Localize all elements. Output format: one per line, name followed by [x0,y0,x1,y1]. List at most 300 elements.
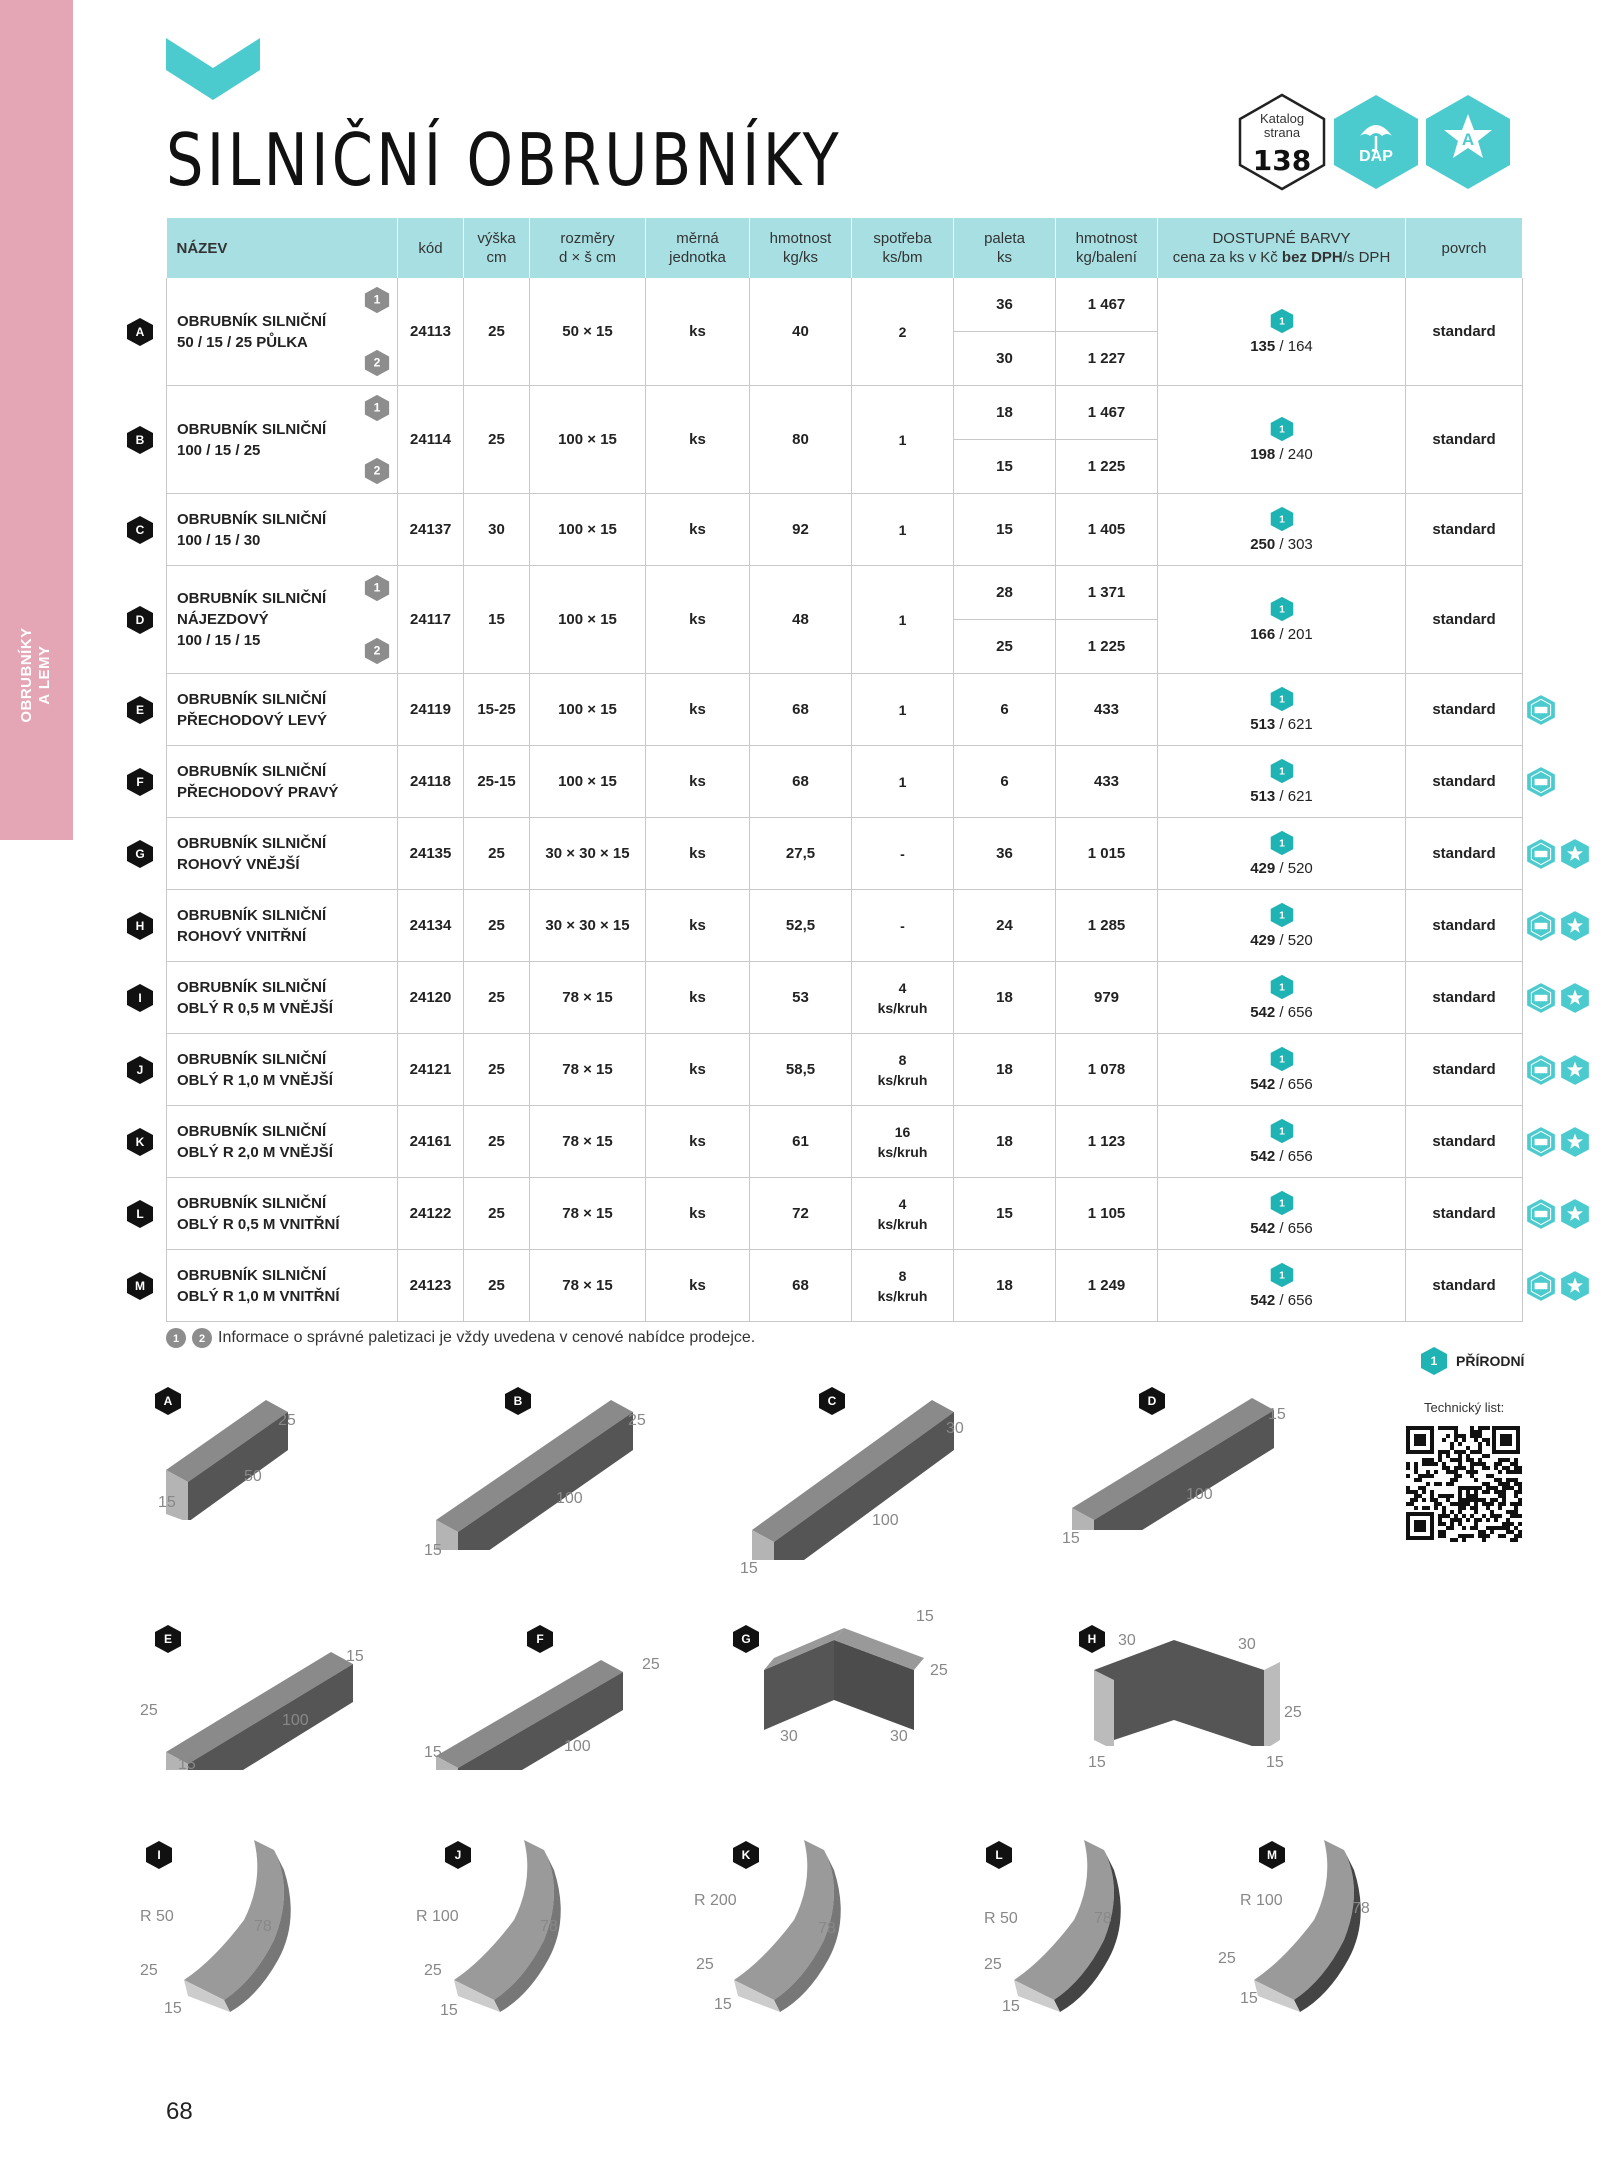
curb-drawing [1240,1836,1370,2016]
svg-text:1: 1 [373,400,381,415]
table-row [167,386,1523,440]
table-row [167,1250,1523,1322]
header-pallet: paleta ks [954,218,1056,278]
table-row [167,1106,1523,1178]
pallet-variant-icon [363,637,391,665]
dimension-label: 15 [1088,1754,1106,1771]
mold-type-icon [1526,1270,1556,1302]
row-letter-badge: L [126,1199,154,1229]
header-height: výška cm [464,218,530,278]
svg-text:2: 2 [198,1333,206,1345]
table-row [167,746,1523,818]
dimension-label: 78 [1352,1900,1370,1917]
table-header-row [167,218,1523,278]
price-cell: 1 542 / 656 [1158,1106,1406,1178]
row-feature-icons [1526,1054,1590,1086]
pallet-cell: 18 [954,386,1056,440]
pack-weight-cell: 433 [1056,746,1158,818]
pallet-1-icon [166,1328,186,1348]
price-cell: 1 250 / 303 [1158,494,1406,566]
code-cell: 24119 [398,674,464,746]
row-letter-badge: C [126,515,154,545]
code-cell: 24114 [398,386,464,494]
svg-text:1: 1 [1278,604,1285,616]
dimensions-cell: 30 × 30 × 15 [530,890,646,962]
pack-weight-cell: 1 467 [1056,278,1158,332]
curb-drawing [760,1626,930,1736]
svg-text:2: 2 [373,463,381,478]
svg-text:1: 1 [373,580,381,595]
natural-color-icon [1269,506,1295,532]
natural-color-icon [1269,902,1295,928]
pallet-variant-icon [363,286,391,314]
product-name-cell: OBRUBNÍK SILNIČNÍ OBLÝ R 2,0 M VNĚJŠÍ [167,1106,398,1178]
height-cell: 25 [464,386,530,494]
dimension-label: 30 [780,1728,798,1745]
dimension-label: R 100 [416,1908,459,1925]
footnote-text: Informace o správné paletizaci je vždy uvedena v cenové nabídce prodejce. [218,1329,756,1346]
surface-cell: standard [1406,1250,1523,1322]
price-cell: 1 542 / 656 [1158,1250,1406,1322]
table-row [167,278,1523,332]
dimension-label: 30 [890,1728,908,1745]
pallet-footnote [166,1328,755,1348]
weight-cell: 61 [750,1106,852,1178]
table-row [167,566,1523,620]
datasheet-label: Technický list: [1424,1400,1505,1415]
weight-cell: 52,5 [750,890,852,962]
header-unit: měrná jednotka [646,218,750,278]
row-letter-badge: G [126,839,154,869]
section-tab-label [18,627,54,722]
dimension-label: 100 [564,1738,591,1755]
surface-cell: standard [1406,962,1523,1034]
usage-cell: 2 [852,278,954,386]
dimension-label: 100 [282,1712,309,1729]
svg-text:2: 2 [373,643,381,658]
header-weight: hmotnost kg/ks [750,218,852,278]
curb-drawing [746,1380,956,1560]
unit-cell: ks [646,1106,750,1178]
mold-type-icon [1526,838,1556,870]
svg-text:1: 1 [1278,694,1285,706]
product-name-cell: OBRUBNÍK SILNIČNÍ OBLÝ R 1,0 M VNITŘNÍ [167,1250,398,1322]
usage-cell: 1 [852,566,954,674]
pack-weight-cell: 1 285 [1056,890,1158,962]
pallet-cell: 15 [954,440,1056,494]
pack-weight-cell: 1 225 [1056,620,1158,674]
code-cell: 24113 [398,278,464,386]
class-a-icon [1560,1126,1590,1158]
dimension-label: 15 [424,1744,442,1761]
dimension-label: 15 [178,1756,196,1773]
table-row [167,962,1523,1034]
class-label: A [1461,130,1475,149]
row-letter-badge: H [126,911,154,941]
surface-cell: standard [1406,818,1523,890]
code-cell: 24135 [398,818,464,890]
dimension-label: 25 [642,1656,660,1673]
dimension-label: 100 [556,1490,583,1507]
usage-cell: - [852,890,954,962]
code-cell: 24161 [398,1106,464,1178]
weight-cell: 40 [750,278,852,386]
product-name-cell: OBRUBNÍK SILNIČNÍ OBLÝ R 1,0 M VNĚJŠÍ [167,1034,398,1106]
product-letter-badge: E [154,1624,182,1654]
header-dimensions: rozměry d × š cm [530,218,646,278]
dimensions-cell: 100 × 15 [530,566,646,674]
price-cell: 1 429 / 520 [1158,818,1406,890]
product-name-cell: OBRUBNÍK SILNIČNÍ NÁJEZDOVÝ 100 / 15 / 15 1 2 [167,566,398,674]
usage-cell: 1 [852,674,954,746]
curb-drawing [170,1836,300,2016]
unit-cell: ks [646,818,750,890]
pallet-cell: 18 [954,1106,1056,1178]
unit-cell: ks [646,494,750,566]
height-cell: 25 [464,1178,530,1250]
weight-cell: 68 [750,746,852,818]
dimension-label: 25 [930,1662,948,1679]
dimension-label: R 200 [694,1892,737,1909]
pack-weight-cell: 1 105 [1056,1178,1158,1250]
product-name-cell: OBRUBNÍK SILNIČNÍ 50 / 15 / 25 PŮLKA 1 2 [167,278,398,386]
code-cell: 24117 [398,566,464,674]
dimension-label: 15 [714,1996,732,2013]
dimension-label: 15 [164,2000,182,2017]
dimension-label: 15 [1240,1990,1258,2007]
usage-cell: - [852,818,954,890]
weight-cell: 48 [750,566,852,674]
product-name-cell: OBRUBNÍK SILNIČNÍ OBLÝ R 0,5 M VNITŘNÍ [167,1178,398,1250]
dimensions-cell: 30 × 30 × 15 [530,818,646,890]
pallet-2-icon [192,1328,212,1348]
dimensions-cell: 78 × 15 [530,1034,646,1106]
section-tab [0,0,73,840]
mold-type-icon [1526,694,1556,726]
dimension-label: 25 [1284,1704,1302,1721]
class-a-icon [1560,1054,1590,1086]
header-colors: DOSTUPNÉ BARVY cena za ks v Kč bez DPH/s DPH [1158,218,1406,278]
dimension-label: 15 [1266,1754,1284,1771]
product-name-cell: OBRUBNÍK SILNIČNÍ 100 / 15 / 25 1 2 [167,386,398,494]
table-row [167,1178,1523,1250]
unit-cell: ks [646,674,750,746]
natural-color-icon [1269,596,1295,622]
dimension-label: R 50 [984,1910,1018,1927]
mold-type-icon [1526,910,1556,942]
product-letter-badge: J [444,1840,472,1870]
pallet-cell: 15 [954,1178,1056,1250]
price-cell: 1 542 / 656 [1158,1178,1406,1250]
natural-color-icon [1269,758,1295,784]
product-name-cell: OBRUBNÍK SILNIČNÍ ROHOVÝ VNĚJŠÍ [167,818,398,890]
unit-cell: ks [646,1250,750,1322]
natural-color-icon [1269,1046,1295,1072]
pallet-cell: 36 [954,818,1056,890]
row-feature-icons [1526,910,1590,942]
dimension-label: 25 [140,1702,158,1719]
usage-cell: 1 [852,746,954,818]
price-cell: 1 542 / 656 [1158,962,1406,1034]
height-cell: 25 [464,1106,530,1178]
svg-text:1: 1 [1278,1198,1285,1210]
height-cell: 25 [464,1034,530,1106]
dimension-label: 25 [696,1956,714,1973]
pallet-cell: 15 [954,494,1056,566]
class-a-icon [1560,910,1590,942]
surface-cell: standard [1406,566,1523,674]
row-letter-badge: B [126,425,154,455]
unit-cell: ks [646,386,750,494]
pallet-cell: 36 [954,278,1056,332]
weight-cell: 68 [750,674,852,746]
mold-type-icon [1526,1198,1556,1230]
price-cell: 1 429 / 520 [1158,890,1406,962]
dimension-label: 15 [424,1542,442,1559]
weight-cell: 53 [750,962,852,1034]
surface-cell: standard [1406,494,1523,566]
table-row [167,1034,1523,1106]
section-tab-label-line1: OBRUBNÍKY [18,627,35,723]
unit-cell: ks [646,1034,750,1106]
curb-drawing [160,1380,290,1520]
mold-type-icon [1526,982,1556,1014]
usage-cell: 8 ks/kruh [852,1034,954,1106]
pack-weight-cell: 1 225 [1056,440,1158,494]
pallet-cell: 28 [954,566,1056,620]
weight-cell: 68 [750,1250,852,1322]
weight-cell: 72 [750,1178,852,1250]
dimensions-cell: 100 × 15 [530,494,646,566]
natural-color-icon [1269,830,1295,856]
mold-type-icon [1526,1054,1556,1086]
dimension-label: R 100 [1240,1892,1283,1909]
product-letter-badge: G [732,1624,760,1654]
svg-text:1: 1 [1278,982,1285,994]
curb-drawing [430,1620,630,1770]
usage-cell: 1 [852,494,954,566]
class-a-icon [1560,1198,1590,1230]
height-cell: 30 [464,494,530,566]
dimension-label: 30 [946,1420,964,1437]
dimensions-cell: 78 × 15 [530,1106,646,1178]
dimension-label: 25 [278,1412,296,1429]
product-letter-badge: I [145,1840,173,1870]
row-feature-icons [1526,838,1590,870]
product-letter-badge: K [732,1840,760,1870]
dimension-label: 15 [440,2002,458,2019]
weight-cell: 58,5 [750,1034,852,1106]
svg-text:1: 1 [1278,514,1285,526]
dimension-label: 30 [1238,1636,1256,1653]
dimension-label: R 50 [140,1908,174,1925]
natural-color-icon [1269,686,1295,712]
row-letter-badge: K [126,1127,154,1157]
surface-cell: standard [1406,1034,1523,1106]
dimension-label: 25 [140,1962,158,1979]
pallet-cell: 24 [954,890,1056,962]
dimensions-cell: 100 × 15 [530,746,646,818]
product-letter-badge: D [1138,1386,1166,1416]
pack-weight-cell: 1 123 [1056,1106,1158,1178]
datasheet-qr-code[interactable] [1404,1424,1522,1542]
chevron-down-icon [166,38,260,100]
dimension-label: 15 [1268,1406,1286,1423]
class-a-icon [1560,838,1590,870]
natural-color-icon [1269,1262,1295,1288]
product-letter-badge: B [504,1386,532,1416]
dimension-label: 15 [1062,1530,1080,1547]
height-cell: 25 [464,278,530,386]
class-a-icon [1560,1270,1590,1302]
product-letter-badge: M [1258,1840,1286,1870]
natural-color-icon [1269,308,1295,334]
usage-cell: 4 ks/kruh [852,962,954,1034]
row-letter-badge: D [126,605,154,635]
svg-text:1: 1 [1430,1354,1438,1368]
surface-cell: standard [1406,278,1523,386]
header-name: NÁZEV [167,218,398,278]
svg-text:1: 1 [1278,910,1285,922]
dimension-label: 15 [1002,1998,1020,2015]
catalog-label: Katalog [1259,111,1305,126]
unit-cell: ks [646,1178,750,1250]
product-name-cell: OBRUBNÍK SILNIČNÍ 100 / 15 / 30 [167,494,398,566]
mold-type-icon [1526,766,1556,798]
weight-cell: 80 [750,386,852,494]
usage-cell: 16 ks/kruh [852,1106,954,1178]
pack-weight-cell: 1 405 [1056,494,1158,566]
header-pack-weight: hmotnost kg/balení [1056,218,1158,278]
dimension-label: 15 [916,1608,934,1625]
dimension-label: 78 [1094,1910,1112,1927]
svg-text:1: 1 [172,1333,180,1345]
natural-color-label: PŘÍRODNÍ [1456,1353,1525,1369]
row-letter-badge: E [126,695,154,725]
pack-weight-cell: 1 227 [1056,332,1158,386]
header-surface: povrch [1406,218,1523,278]
surface-cell: standard [1406,674,1523,746]
pallet-variant-icon [363,457,391,485]
product-name-cell: OBRUBNÍK SILNIČNÍ PŘECHODOVÝ LEVÝ [167,674,398,746]
unit-cell: ks [646,278,750,386]
dimension-label: 15 [346,1648,364,1665]
dimension-label: 15 [158,1494,176,1511]
height-cell: 25 [464,962,530,1034]
product-name-cell: OBRUBNÍK SILNIČNÍ PŘECHODOVÝ PRAVÝ [167,746,398,818]
curb-drawing [430,1380,640,1550]
price-cell: 1 198 / 240 [1158,386,1406,494]
curb-drawing [160,1620,360,1770]
row-letter-badge: J [126,1055,154,1085]
product-letter-badge: L [985,1840,1013,1870]
usage-cell: 1 [852,386,954,494]
price-cell: 1 542 / 656 [1158,1034,1406,1106]
product-letter-badge: A [154,1386,182,1416]
header-usage: spotřeba ks/bm [852,218,954,278]
usage-cell: 8 ks/kruh [852,1250,954,1322]
pallet-cell: 6 [954,674,1056,746]
dimensions-cell: 78 × 15 [530,1250,646,1322]
row-letter-badge: F [126,767,154,797]
dimension-label: 100 [1186,1486,1213,1503]
row-feature-icons [1526,982,1590,1014]
dimension-label: 78 [540,1918,558,1935]
dap-badge [1330,92,1422,192]
pallet-cell: 25 [954,620,1056,674]
product-name-cell: OBRUBNÍK SILNIČNÍ OBLÝ R 0,5 M VNĚJŠÍ [167,962,398,1034]
catalog-page-number: 138 [1252,144,1312,177]
table-row [167,674,1523,746]
pack-weight-cell: 1 371 [1056,566,1158,620]
class-a-badge [1422,92,1514,192]
natural-color-icon [1269,974,1295,1000]
catalog-label-2: strana [1263,125,1301,140]
dimension-label: 30 [1118,1632,1136,1649]
page-number: 68 [166,2098,193,2125]
unit-cell: ks [646,566,750,674]
dimension-label: 25 [1218,1950,1236,1967]
unit-cell: ks [646,962,750,1034]
svg-text:1: 1 [1278,1270,1285,1282]
usage-cell: 4 ks/kruh [852,1178,954,1250]
height-cell: 25-15 [464,746,530,818]
code-cell: 24118 [398,746,464,818]
height-cell: 25 [464,818,530,890]
svg-text:2: 2 [373,355,381,370]
dimensions-cell: 78 × 15 [530,962,646,1034]
row-feature-icons [1526,694,1556,726]
product-letter-badge: F [526,1624,554,1654]
mold-type-icon [1526,1126,1556,1158]
svg-text:1: 1 [1278,766,1285,778]
product-letter-badge: H [1078,1624,1106,1654]
svg-text:1: 1 [1278,1126,1285,1138]
pack-weight-cell: 1 078 [1056,1034,1158,1106]
surface-cell: standard [1406,890,1523,962]
dimension-label: 78 [818,1920,836,1937]
dimension-label: 25 [628,1412,646,1429]
surface-cell: standard [1406,746,1523,818]
natural-color-icon [1269,416,1295,442]
section-tab-label-line2: A LEMY [36,645,53,705]
page-title: SILNIČNÍ OBRUBNÍKY [166,118,842,202]
pallet-variant-icon [363,349,391,377]
pallet-cell: 18 [954,1034,1056,1106]
dap-label: DAP [1359,148,1393,165]
surface-cell: standard [1406,1178,1523,1250]
product-name-cell: OBRUBNÍK SILNIČNÍ ROHOVÝ VNITŘNÍ [167,890,398,962]
dimensions-cell: 100 × 15 [530,674,646,746]
height-cell: 25 [464,890,530,962]
row-feature-icons [1526,1126,1590,1158]
row-letter-badge: M [126,1271,154,1301]
dimension-label: 50 [244,1468,262,1485]
code-cell: 24120 [398,962,464,1034]
price-cell: 1 513 / 621 [1158,746,1406,818]
row-letter-badge: I [126,983,154,1013]
table-row [167,494,1523,566]
code-cell: 24123 [398,1250,464,1322]
height-cell: 15 [464,566,530,674]
pack-weight-cell: 979 [1056,962,1158,1034]
dimensions-cell: 100 × 15 [530,386,646,494]
price-cell: 1 166 / 201 [1158,566,1406,674]
catalog-page-badge [1236,92,1328,192]
row-feature-icons [1526,1270,1590,1302]
dimension-label: 78 [254,1918,272,1935]
natural-color-icon [1269,1190,1295,1216]
